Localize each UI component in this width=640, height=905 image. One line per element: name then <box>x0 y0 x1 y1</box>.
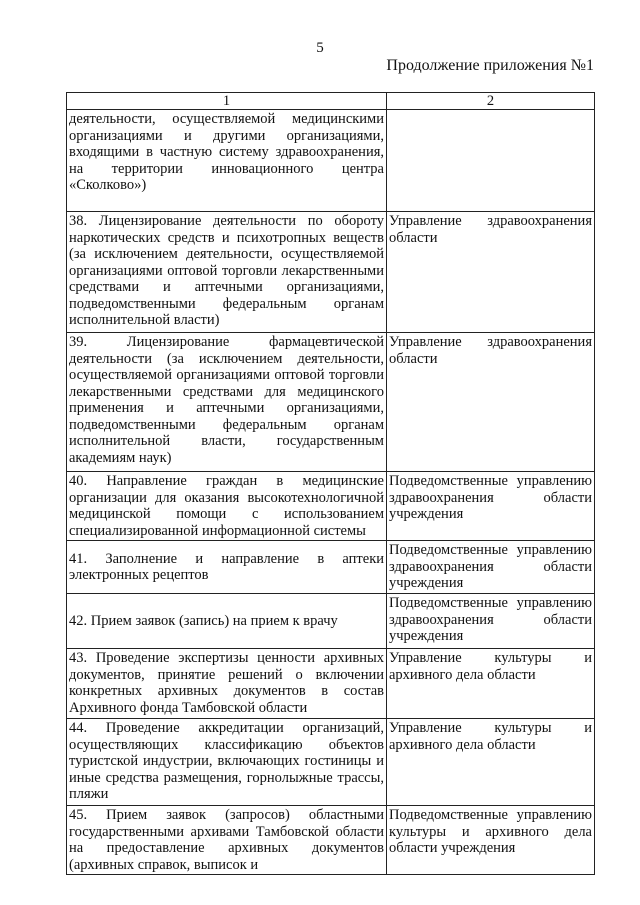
column-header-2: 2 <box>387 93 595 110</box>
service-description-cell: деятельности, осуществляемой медицинскими организациями и другими организациями, входящими в частную систему здравоохранения, на территории инновационного центра «Сколково») <box>67 110 387 212</box>
table-row <box>67 806 595 875</box>
table-row <box>67 472 595 541</box>
responsible-body-cell: Подведомственные управлению здравоохранения области учреждения <box>387 541 595 594</box>
table-row <box>67 541 595 594</box>
service-description-cell: 42. Прием заявок (запись) на прием к врачу <box>67 594 387 649</box>
service-description-cell: 41. Заполнение и направление в аптеки электронных рецептов <box>67 541 387 594</box>
service-description-cell: 39. Лицензирование фармацевтической деятельности (за исключением деятельности, осуществляемой организациями оптовой торговли лекарственными средствами для медицинского применения и аптечными организациями, подведомственными федеральным органам исполнительной власти, государственным академиям наук) <box>67 333 387 472</box>
responsible-body-cell: Управление культуры и архивного дела области <box>387 719 595 806</box>
service-description-cell: 45. Прием заявок (запросов) областными государственными архивами Тамбовской области на предоставление архивных документов (архивных справок, выписок и <box>67 806 387 875</box>
table-row <box>67 110 595 212</box>
service-description-cell: 44. Проведение аккредитации организаций, осуществляющих классификацию объектов туристской индустрии, включающих гостиницы и иные средства размещения, горнолыжные трассы, пляжи <box>67 719 387 806</box>
services-table <box>66 92 595 875</box>
table-row <box>67 719 595 806</box>
responsible-body-cell: Управление культуры и архивного дела области <box>387 649 595 719</box>
service-description-cell: 43. Проведение экспертизы ценности архивных документов, принятие решений о включении конкретных архивных документов в состав Архивного фонда Тамбовской области <box>67 649 387 719</box>
responsible-body-cell: Подведомственные управлению здравоохранения области учреждения <box>387 472 595 541</box>
responsible-body-cell: Подведомственные управлению здравоохранения области учреждения <box>387 594 595 649</box>
table-row <box>67 594 595 649</box>
page-number: 5 <box>316 40 324 56</box>
table-header-row <box>67 93 595 110</box>
responsible-body-cell <box>387 110 595 212</box>
service-description-cell: 40. Направление граждан в медицинские организации для оказания высокотехнологичной медицинской помощи с использованием специализированной информационной системы <box>67 472 387 541</box>
responsible-body-cell: Подведомственные управлению культуры и архивного дела области учреждения <box>387 806 595 875</box>
table-row <box>67 649 595 719</box>
table-row <box>67 212 595 333</box>
appendix-continuation-label: Продолжение приложения №1 <box>386 57 594 74</box>
responsible-body-cell: Управление здравоохранения области <box>387 333 595 472</box>
table-row <box>67 333 595 472</box>
responsible-body-cell: Управление здравоохранения области <box>387 212 595 333</box>
service-description-cell: 38. Лицензирование деятельности по обороту наркотических средств и психотропных веществ (за исключением деятельности, осуществляемой организациями оптовой торговли лекарственными средствами и аптечными организациями, подведомственными федеральным органам исполнительной власти) <box>67 212 387 333</box>
column-header-1: 1 <box>67 93 387 110</box>
